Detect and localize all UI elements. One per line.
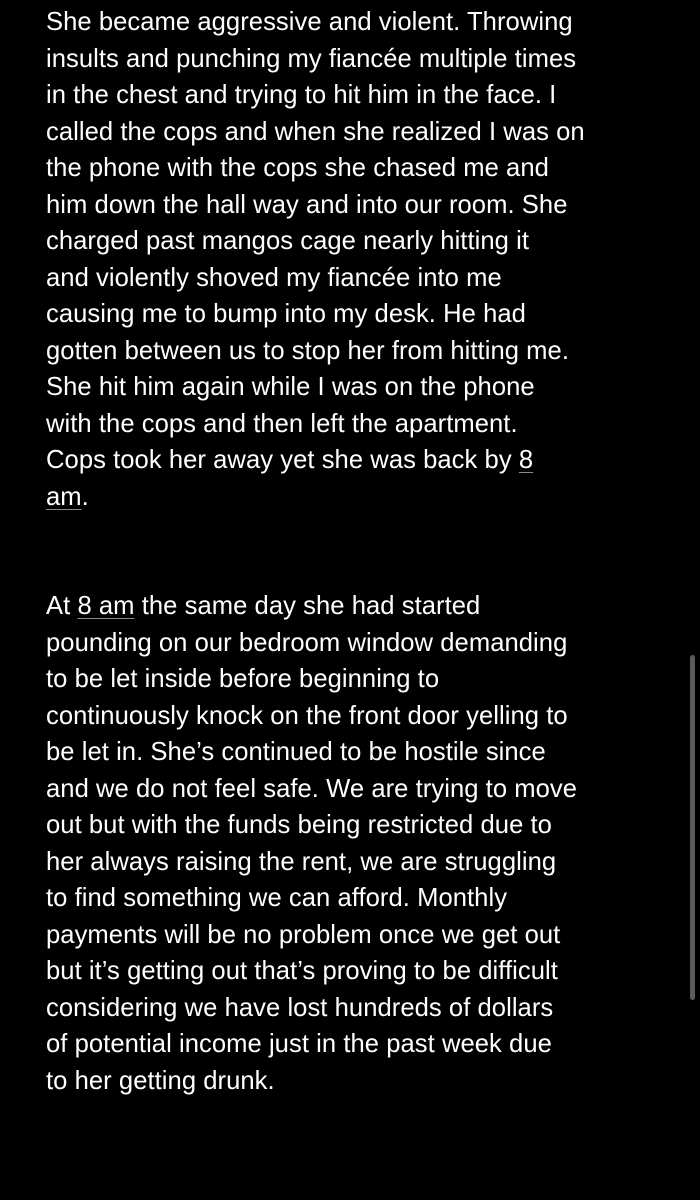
text-line: continuously knock on the front door yelling to (46, 701, 568, 730)
paragraph-spacer (46, 515, 666, 552)
text-segment: . (81, 482, 89, 511)
text-line: to be let inside before beginning to (46, 665, 440, 693)
text-line: him down the hall way and into our room. She (46, 190, 568, 219)
text-line: called the cops and when she realized I was on (46, 117, 585, 146)
text-line: to find something we can afford. Monthly (46, 884, 508, 912)
text-line: and violently shoved my fiancée into me (46, 263, 502, 292)
text-line: with the cops and then left the apartment. (46, 409, 518, 438)
text-line: out but with the funds being restricted due to (46, 811, 552, 839)
text-line-with-link (46, 442, 666, 479)
text-line: but it’s getting out that’s proving to be difficult (46, 957, 558, 985)
text-line: to her getting drunk. (46, 1066, 275, 1095)
text-line: considering we have lost hundreds of dollars (46, 993, 554, 1022)
text-line: charged past mangos cage nearly hitting it (46, 227, 529, 255)
text-line-with-link (46, 588, 666, 625)
note-body[interactable] (46, 4, 666, 1099)
time-link[interactable]: 8 am (77, 592, 135, 620)
text-line-with-link (46, 479, 666, 516)
vertical-scrollbar[interactable] (690, 655, 695, 1000)
paragraph-2 (46, 588, 666, 1099)
text-line: be let in. She’s continued to be hostile since (46, 738, 546, 766)
text-line: insults and punching my fiancée multiple times (46, 44, 577, 73)
text-line: her always raising the rent, we are struggling (46, 847, 557, 876)
text-segment: Cops took her away yet she was back by (46, 446, 519, 474)
text-line: She hit him again while I was on the phone (46, 373, 535, 401)
text-line: of potential income just in the past week due (46, 1030, 552, 1058)
text-line: She became aggressive and violent. Throwing (46, 8, 573, 36)
text-line: payments will be no problem once we get out (46, 920, 561, 949)
text-line: causing me to bump into my desk. He had (46, 300, 526, 328)
paragraph-1 (46, 4, 666, 515)
text-segment: the same day she had started (134, 592, 481, 620)
text-line: in the chest and trying to hit him in the face. I (46, 81, 557, 109)
time-link[interactable]: 8 (518, 446, 534, 474)
time-link[interactable]: am (46, 482, 82, 511)
text-line: gotten between us to stop her from hitting me. (46, 336, 569, 365)
text-line: pounding on our bedroom window demanding (46, 628, 568, 657)
text-segment: At (46, 592, 78, 620)
text-line: and we do not feel safe. We are trying to move (46, 774, 578, 803)
text-line: the phone with the cops she chased me and (46, 154, 549, 182)
paragraph-spacer (46, 552, 666, 589)
